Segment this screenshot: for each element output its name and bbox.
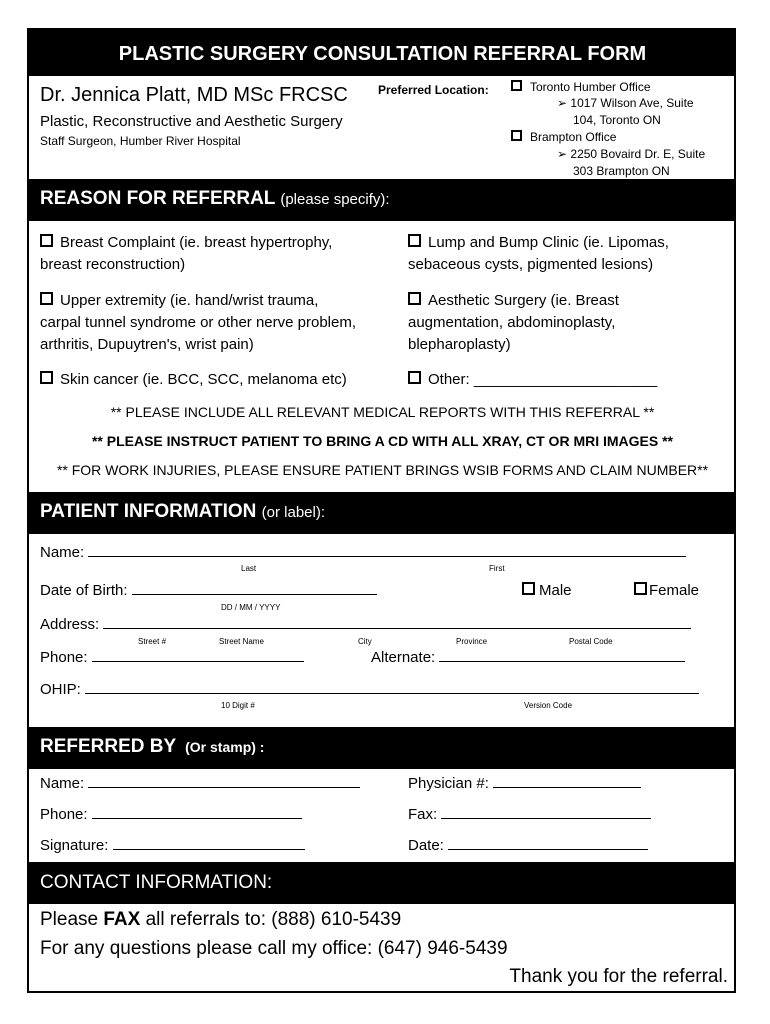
fax-label: Fax: bbox=[408, 806, 438, 823]
reason-section-bar bbox=[29, 179, 736, 221]
skin-cancer-checkbox[interactable] bbox=[40, 371, 53, 384]
upper-label-2: carpal tunnel syndrome or other nerve problem, bbox=[40, 314, 356, 331]
referrer-name-line[interactable] bbox=[88, 775, 360, 788]
ohip-digit-hint: 10 Digit # bbox=[221, 701, 255, 710]
aesthetic-label-2: augmentation, abdominoplasty, bbox=[408, 314, 616, 331]
reason-other-option[interactable] bbox=[408, 369, 657, 391]
toronto-address-1: 1017 Wilson Ave, Suite bbox=[570, 96, 694, 110]
breast-checkbox[interactable] bbox=[40, 234, 53, 247]
referrer-phone-label: Phone: bbox=[40, 806, 88, 823]
upper-label-3: arthritis, Dupuytren's, wrist pain) bbox=[40, 336, 254, 353]
toronto-address-2: 104, Toronto ON bbox=[573, 113, 661, 127]
brampton-address-line1 bbox=[557, 147, 705, 161]
upper-extremity-checkbox[interactable] bbox=[40, 292, 53, 305]
contact-title: CONTACT INFORMATION: bbox=[40, 872, 273, 893]
referred-title bbox=[40, 736, 264, 758]
toronto-office-name: Toronto Humber Office bbox=[530, 80, 651, 94]
first-name-hint: First bbox=[489, 564, 505, 573]
male-option[interactable] bbox=[522, 582, 572, 599]
ohip-label: OHIP: bbox=[40, 681, 81, 698]
alternate-phone-line[interactable] bbox=[439, 649, 685, 662]
signature-line[interactable] bbox=[113, 837, 305, 850]
date-line[interactable] bbox=[448, 837, 648, 850]
toronto-checkbox[interactable] bbox=[511, 80, 522, 91]
contact-section-bar bbox=[29, 862, 736, 904]
referrer-name-field[interactable] bbox=[40, 775, 360, 792]
reason-skin-cancer-option[interactable] bbox=[40, 369, 347, 391]
fax-instruction-bold: FAX bbox=[103, 909, 141, 930]
reason-title-text: REASON FOR REFERRAL bbox=[40, 188, 276, 209]
referred-subtitle: (Or stamp) : bbox=[185, 739, 265, 755]
doctor-specialty: Plastic, Reconstructive and Aesthetic Surgery bbox=[40, 113, 343, 130]
brampton-address-2: 303 Brampton ON bbox=[573, 164, 670, 178]
arrow-bullet-icon: ➢ bbox=[557, 96, 568, 110]
patient-section-bar bbox=[29, 492, 736, 534]
female-label: Female bbox=[649, 582, 700, 599]
breast-label-1: Breast Complaint (ie. breast hypertrophy, bbox=[60, 234, 333, 251]
note-medical-reports: ** PLEASE INCLUDE ALL RELEVANT MEDICAL REPORTS WITH THIS REFERRAL ** bbox=[110, 404, 655, 420]
fax-line[interactable] bbox=[441, 806, 651, 819]
lump-label-1: Lump and Bump Clinic (ie. Lipomas, bbox=[428, 234, 669, 251]
city-hint: City bbox=[358, 637, 372, 646]
fax-instruction-post: all referrals to: (888) 610-5439 bbox=[140, 909, 402, 930]
physician-number-label: Physician #: bbox=[408, 775, 489, 792]
physician-number-field[interactable] bbox=[408, 775, 641, 792]
reason-breast-option[interactable] bbox=[40, 232, 332, 276]
breast-label-2: breast reconstruction) bbox=[40, 256, 186, 273]
signature-field[interactable] bbox=[40, 837, 305, 854]
skin-cancer-label: Skin cancer (ie. BCC, SCC, melanoma etc) bbox=[60, 371, 347, 388]
reason-aesthetic-option[interactable] bbox=[408, 290, 619, 356]
reason-subtitle: (please specify): bbox=[280, 191, 390, 208]
location-option-toronto[interactable] bbox=[511, 80, 651, 94]
patient-title-text: PATIENT INFORMATION bbox=[40, 501, 257, 522]
aesthetic-checkbox[interactable] bbox=[408, 292, 421, 305]
thank-you-line: Thank you for the referral. bbox=[509, 966, 728, 987]
arrow-bullet-icon: ➢ bbox=[557, 147, 568, 161]
other-label: Other: ______________________ bbox=[428, 371, 658, 388]
aesthetic-label-1: Aesthetic Surgery (ie. Breast bbox=[428, 292, 619, 309]
province-hint: Province bbox=[456, 637, 488, 646]
patient-name-line[interactable] bbox=[88, 544, 686, 557]
male-label: Male bbox=[539, 582, 572, 599]
fax-instruction bbox=[40, 909, 401, 931]
patient-name-label: Name: bbox=[40, 544, 85, 561]
doctor-name: Dr. Jennica Platt, MD MSc FRCSC bbox=[40, 84, 348, 106]
street-name-hint: Street Name bbox=[219, 637, 264, 646]
male-checkbox[interactable] bbox=[522, 582, 535, 595]
upper-label-1: Upper extremity (ie. hand/wrist trauma, bbox=[60, 292, 319, 309]
ohip-line[interactable] bbox=[85, 681, 699, 694]
postal-code-hint: Postal Code bbox=[569, 637, 613, 646]
note-wsib: ** FOR WORK INJURIES, PLEASE ENSURE PATIENT BRINGS WSIB FORMS AND CLAIM NUMBER** bbox=[56, 462, 709, 478]
doctor-position: Staff Surgeon, Humber River Hospital bbox=[40, 134, 241, 148]
brampton-checkbox[interactable] bbox=[511, 130, 522, 141]
referrer-phone-line[interactable] bbox=[92, 806, 302, 819]
referred-section-bar bbox=[29, 727, 736, 769]
note-bring-cd: ** PLEASE INSTRUCT PATIENT TO BRING A CD WITH ALL XRAY, CT OR MRI IMAGES ** bbox=[91, 433, 674, 449]
patient-subtitle: (or label): bbox=[261, 504, 326, 521]
lump-checkbox[interactable] bbox=[408, 234, 421, 247]
signature-label: Signature: bbox=[40, 837, 109, 854]
preferred-location-label: Preferred Location: bbox=[378, 83, 489, 97]
location-option-brampton[interactable] bbox=[511, 130, 616, 144]
toronto-address-line1 bbox=[557, 96, 694, 110]
title-bar bbox=[29, 30, 736, 76]
questions-line: For any questions please call my office: (647) 946-5439 bbox=[40, 938, 508, 959]
referrer-phone-field[interactable] bbox=[40, 806, 302, 823]
reason-title bbox=[40, 188, 390, 210]
reason-lump-option[interactable] bbox=[408, 232, 669, 276]
referred-title-text: REFERRED BY bbox=[40, 736, 176, 757]
patient-phone-field[interactable] bbox=[40, 649, 304, 666]
brampton-office-name: Brampton Office bbox=[530, 130, 617, 144]
patient-phone-line[interactable] bbox=[92, 649, 304, 662]
ohip-version-hint: Version Code bbox=[524, 701, 573, 710]
last-name-hint: Last bbox=[241, 564, 257, 573]
alternate-phone-label: Alternate: bbox=[371, 649, 436, 666]
patient-title bbox=[40, 501, 325, 523]
dob-line[interactable] bbox=[132, 582, 377, 595]
aesthetic-label-3: blepharoplasty) bbox=[408, 336, 511, 353]
fax-instruction-pre: Please bbox=[40, 909, 104, 930]
dob-format-hint: DD / MM / YYYY bbox=[221, 603, 281, 612]
referrer-name-label: Name: bbox=[40, 775, 85, 792]
female-checkbox[interactable] bbox=[634, 582, 647, 595]
fax-field[interactable] bbox=[408, 806, 651, 823]
date-field[interactable] bbox=[408, 837, 648, 854]
street-number-hint: Street # bbox=[138, 637, 167, 646]
reason-upper-extremity-option[interactable] bbox=[40, 290, 356, 356]
other-checkbox[interactable] bbox=[408, 371, 421, 384]
ohip-field[interactable] bbox=[40, 681, 699, 698]
form-title: PLASTIC SURGERY CONSULTATION REFERRAL FORM bbox=[118, 43, 647, 65]
physician-number-line[interactable] bbox=[493, 775, 641, 788]
female-option[interactable] bbox=[634, 582, 699, 599]
patient-name-field[interactable] bbox=[40, 544, 686, 561]
patient-phone-label: Phone: bbox=[40, 649, 88, 666]
address-field[interactable] bbox=[40, 616, 691, 633]
address-label: Address: bbox=[40, 616, 100, 633]
address-line[interactable] bbox=[103, 616, 691, 629]
date-label: Date: bbox=[408, 837, 444, 854]
lump-label-2: sebaceous cysts, pigmented lesions) bbox=[408, 256, 654, 273]
dob-label: Date of Birth: bbox=[40, 582, 128, 599]
alternate-phone-field[interactable] bbox=[371, 649, 685, 666]
brampton-address-1: 2250 Bovaird Dr. E, Suite bbox=[570, 147, 706, 161]
dob-field[interactable] bbox=[40, 582, 377, 599]
